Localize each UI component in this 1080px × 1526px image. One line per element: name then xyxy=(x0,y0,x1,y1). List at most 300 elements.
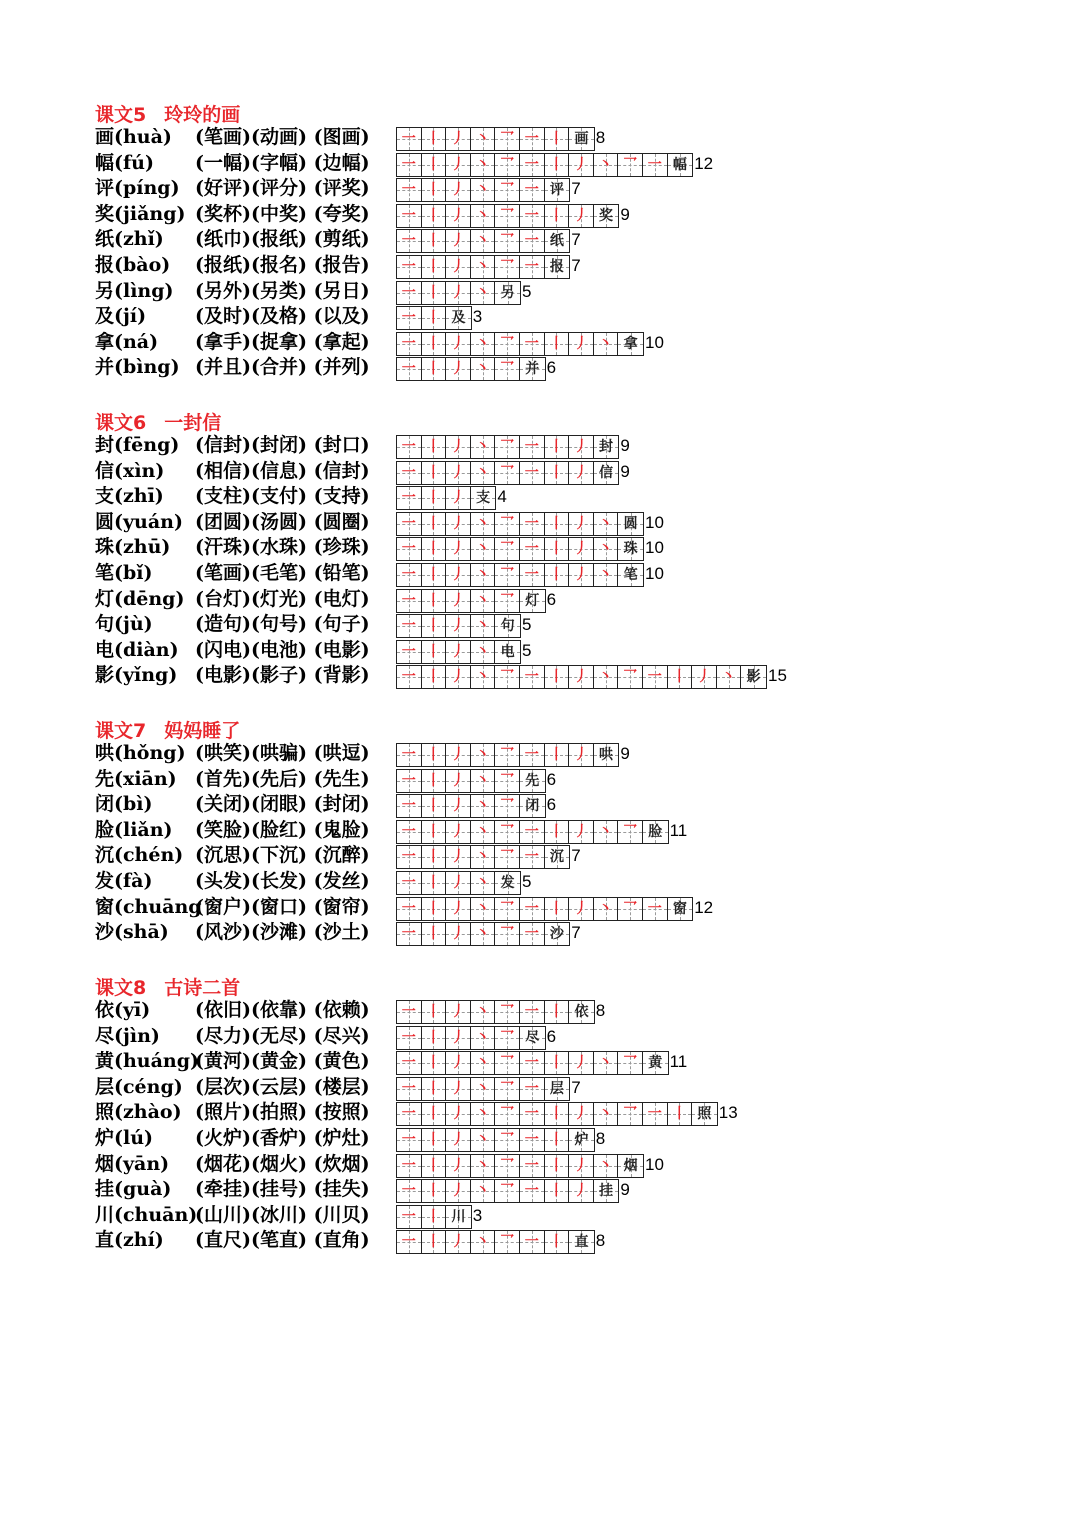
char-row xyxy=(95,330,1055,356)
stroke-step-cell xyxy=(446,666,471,688)
stroke-order-grid xyxy=(396,897,693,921)
stroke-step-cell xyxy=(495,154,520,176)
stroke-count: 3 xyxy=(472,307,483,327)
stroke-mark: 一 xyxy=(524,823,539,840)
char-pinyin: 先(xiān) xyxy=(95,767,177,790)
stroke-step-cell xyxy=(446,1231,471,1253)
stroke-mark: 丿 xyxy=(573,1157,588,1174)
char-row xyxy=(95,1075,1055,1101)
stroke-mark: 丶 xyxy=(475,1157,490,1174)
stroke-count: 12 xyxy=(694,897,714,917)
stroke-step-cell xyxy=(471,282,496,304)
stroke-mark: 乛 xyxy=(500,131,515,147)
stroke-order-grid xyxy=(396,743,619,767)
stroke-step-cell xyxy=(446,230,471,252)
stroke-step-cell xyxy=(495,462,520,484)
stroke-step-cell xyxy=(545,666,570,688)
stroke-mark: 丶 xyxy=(475,592,490,609)
stroke-order-grid xyxy=(396,461,619,485)
stroke-step-cell xyxy=(422,641,447,663)
stroke-step-cell xyxy=(594,898,619,920)
char-row xyxy=(95,561,1055,587)
stroke-step-cell xyxy=(545,1180,570,1202)
stroke-mark: 丶 xyxy=(598,541,613,558)
stroke-step-glyph: 川 xyxy=(451,1208,466,1225)
stroke-mark: 丶 xyxy=(475,643,490,660)
char-pinyin: 层(céng) xyxy=(95,1075,183,1098)
lesson-label: 课文6 xyxy=(95,412,147,434)
stroke-count: 9 xyxy=(620,436,630,455)
stroke-step-cell xyxy=(618,1103,643,1125)
stroke-count: 6 xyxy=(546,795,557,815)
stroke-step-cell xyxy=(545,538,570,560)
stroke-step-glyph: 影 xyxy=(746,669,761,686)
stroke-order-grid xyxy=(396,614,521,638)
stroke-mark: 丨 xyxy=(426,361,441,378)
example-words: (层次)(云层) (楼层) xyxy=(195,1075,370,1098)
stroke-step-cell xyxy=(422,462,447,484)
stroke-step-cell xyxy=(495,333,520,355)
stroke-order-grid xyxy=(396,820,669,844)
stroke-order-grid xyxy=(396,153,693,177)
stroke-step-cell xyxy=(643,1052,668,1074)
stroke-mark: 丶 xyxy=(598,823,613,840)
stroke-mark: 丿 xyxy=(573,156,588,173)
stroke-step-cell xyxy=(618,538,643,560)
stroke-mark: 丨 xyxy=(549,747,564,763)
stroke-mark: 丿 xyxy=(573,669,588,686)
stroke-step-cell xyxy=(471,179,496,201)
stroke-step-cell xyxy=(397,462,422,484)
stroke-mark: 一 xyxy=(647,900,662,917)
stroke-step-cell xyxy=(422,795,447,817)
example-words: (另外)(另类) (另日) xyxy=(195,279,370,302)
stroke-mark: 丶 xyxy=(475,1080,490,1097)
stroke-step-cell xyxy=(520,1001,545,1023)
stroke-step-cell xyxy=(446,256,471,278)
stroke-count: 5 xyxy=(522,640,532,660)
stroke-step-cell xyxy=(422,1001,447,1023)
stroke-mark: 丨 xyxy=(549,541,564,558)
stroke-step-cell xyxy=(471,1129,496,1151)
stroke-mark: 丶 xyxy=(475,926,490,943)
char-pinyin: 闭(bì) xyxy=(95,793,153,816)
stroke-mark: 丨 xyxy=(549,567,564,583)
stroke-order-grid xyxy=(396,1000,595,1024)
stroke-mark: 丨 xyxy=(426,541,441,558)
stroke-mark: 丿 xyxy=(450,259,465,275)
stroke-step-cell xyxy=(594,154,619,176)
stroke-mark: 丶 xyxy=(598,1055,613,1072)
stroke-step-cell xyxy=(594,436,619,458)
example-words: (照片)(拍照) (按照) xyxy=(195,1101,370,1124)
stroke-mark: 一 xyxy=(524,567,539,583)
stroke-mark: 一 xyxy=(401,284,416,301)
stroke-count: 5 xyxy=(522,615,532,635)
stroke-order-grid xyxy=(396,486,496,510)
stroke-step-cell xyxy=(495,1180,520,1202)
stroke-step-cell xyxy=(594,513,619,535)
stroke-mark: 一 xyxy=(647,156,662,173)
stroke-mark: 丶 xyxy=(475,798,490,815)
example-words: (奖杯)(中奖) (夸奖) xyxy=(195,202,370,225)
stroke-step-cell xyxy=(422,1103,447,1125)
stroke-order-grid xyxy=(396,794,546,818)
example-words: (首先)(先后) (先生) xyxy=(195,767,370,790)
stroke-mark: 一 xyxy=(524,156,539,173)
stroke-step-cell xyxy=(495,615,520,637)
stroke-order-grid xyxy=(396,255,570,279)
stroke-mark: 丿 xyxy=(450,1080,465,1097)
stroke-step-cell xyxy=(594,1052,619,1074)
stroke-step-cell xyxy=(397,1155,422,1177)
stroke-step-cell xyxy=(446,872,471,894)
stroke-mark: 乛 xyxy=(500,1157,515,1174)
stroke-step-cell xyxy=(594,564,619,586)
stroke-step-cell xyxy=(446,307,471,329)
stroke-order-grid xyxy=(396,845,570,869)
stroke-step-cell xyxy=(446,1180,471,1202)
stroke-step-cell xyxy=(520,1078,545,1100)
stroke-step-cell xyxy=(545,1001,570,1023)
stroke-mark: 丨 xyxy=(426,131,441,147)
char-row xyxy=(95,1228,1055,1254)
stroke-mark: 丨 xyxy=(426,490,441,507)
stroke-step-cell xyxy=(471,666,496,688)
stroke-step-cell xyxy=(545,256,570,278)
stroke-step-cell xyxy=(422,1180,447,1202)
stroke-step-cell xyxy=(545,230,570,252)
stroke-mark: 丿 xyxy=(450,515,465,532)
stroke-step-cell xyxy=(471,770,496,792)
example-words: (风沙)(沙滩) (沙土) xyxy=(195,921,370,944)
stroke-mark: 乛 xyxy=(500,1234,515,1251)
stroke-step-cell xyxy=(520,230,545,252)
stroke-step-glyph: 直 xyxy=(574,1234,589,1251)
stroke-mark: 乛 xyxy=(500,1055,515,1072)
stroke-step-cell xyxy=(569,436,594,458)
stroke-step-cell xyxy=(446,179,471,201)
stroke-count: 13 xyxy=(718,1103,738,1123)
stroke-step-glyph: 评 xyxy=(549,182,564,199)
stroke-step-cell xyxy=(397,1206,422,1228)
stroke-step-cell xyxy=(397,538,422,560)
stroke-mark: 丶 xyxy=(598,1157,613,1174)
stroke-step-cell xyxy=(520,538,545,560)
stroke-step-cell xyxy=(471,205,496,227)
stroke-step-cell xyxy=(692,1103,717,1125)
stroke-order-grid xyxy=(396,563,644,587)
example-words: (好评)(评分) (评奖) xyxy=(195,177,370,200)
stroke-mark: 一 xyxy=(524,541,539,558)
stroke-step-cell xyxy=(397,872,422,894)
stroke-step-cell xyxy=(520,590,545,612)
example-words: (信封)(封闭) (封口) xyxy=(195,434,370,456)
char-row xyxy=(95,535,1055,561)
stroke-step-cell xyxy=(495,205,520,227)
stroke-mark: 一 xyxy=(524,335,539,352)
stroke-mark: 乛 xyxy=(500,541,515,558)
stroke-step-cell xyxy=(495,898,520,920)
char-row xyxy=(95,1177,1055,1203)
example-words: (拿手)(捉拿) (拿起) xyxy=(195,330,370,353)
stroke-mark: 丿 xyxy=(450,361,465,378)
stroke-mark: 丨 xyxy=(549,1106,564,1123)
stroke-mark: 丨 xyxy=(426,1234,441,1251)
stroke-step-cell xyxy=(520,1129,545,1151)
stroke-step-cell xyxy=(545,821,570,843)
stroke-mark: 丿 xyxy=(573,439,588,455)
stroke-step-cell xyxy=(495,795,520,817)
stroke-step-cell xyxy=(422,358,447,380)
stroke-step-glyph: 封 xyxy=(599,439,614,455)
stroke-step-cell xyxy=(520,1155,545,1177)
stroke-step-cell xyxy=(471,846,496,868)
stroke-mark: 一 xyxy=(524,233,539,250)
char-row xyxy=(95,843,1055,869)
stroke-count: 7 xyxy=(571,256,581,275)
stroke-mark: 丿 xyxy=(450,1004,465,1020)
stroke-step-cell xyxy=(495,744,520,766)
char-pinyin: 发(fà) xyxy=(95,870,153,892)
stroke-step-cell xyxy=(397,1052,422,1074)
stroke-step-cell xyxy=(471,1001,496,1023)
stroke-mark: 乛 xyxy=(500,900,515,917)
stroke-step-cell xyxy=(545,1103,570,1125)
stroke-count: 15 xyxy=(768,666,787,686)
stroke-step-cell xyxy=(495,282,520,304)
stroke-step-cell xyxy=(520,923,545,945)
stroke-order-grid xyxy=(396,512,644,536)
stroke-step-cell xyxy=(569,205,594,227)
stroke-step-cell xyxy=(422,1027,447,1049)
stroke-step-cell xyxy=(495,436,520,458)
stroke-step-cell xyxy=(446,1027,471,1049)
stroke-mark: 丿 xyxy=(450,1183,465,1200)
stroke-step-cell xyxy=(520,179,545,201)
stroke-step-cell xyxy=(520,128,545,150)
stroke-mark: 乛 xyxy=(500,515,515,532)
stroke-step-cell xyxy=(668,1103,693,1125)
stroke-step-cell xyxy=(471,462,496,484)
stroke-order-grid xyxy=(396,1179,619,1203)
char-row xyxy=(95,792,1055,818)
stroke-mark: 丨 xyxy=(426,207,441,224)
stroke-mark: 一 xyxy=(524,926,539,943)
stroke-step-cell xyxy=(668,898,693,920)
stroke-mark: 丶 xyxy=(475,1004,490,1020)
stroke-order-grid xyxy=(396,1205,472,1229)
stroke-mark: 丨 xyxy=(426,798,441,815)
stroke-step-cell xyxy=(422,590,447,612)
stroke-step-cell xyxy=(422,1155,447,1177)
stroke-step-cell xyxy=(618,1155,643,1177)
example-words: (依旧)(依靠) (依赖) xyxy=(195,999,370,1021)
stroke-step-cell xyxy=(397,436,422,458)
stroke-mark: 丶 xyxy=(475,900,490,917)
stroke-step-cell xyxy=(446,487,471,509)
stroke-mark: 丶 xyxy=(475,1183,490,1200)
stroke-count: 6 xyxy=(546,589,557,609)
stroke-count: 5 xyxy=(522,872,532,891)
char-pinyin: 窗(chuāng xyxy=(95,895,202,918)
lesson-label: 课文5 xyxy=(95,104,147,126)
stroke-mark: 丿 xyxy=(450,1029,465,1046)
stroke-step-cell xyxy=(446,1001,471,1023)
stroke-step-glyph: 及 xyxy=(451,310,466,327)
stroke-mark: 一 xyxy=(401,643,416,660)
stroke-mark: 乛 xyxy=(500,592,515,609)
char-row xyxy=(95,767,1055,793)
stroke-step-cell xyxy=(495,1078,520,1100)
stroke-order-grid xyxy=(396,332,644,356)
stroke-step-cell xyxy=(422,230,447,252)
stroke-mark: 丨 xyxy=(426,464,441,481)
stroke-step-cell xyxy=(422,333,447,355)
stroke-mark: 丨 xyxy=(549,823,564,840)
stroke-step-cell xyxy=(397,1180,422,1202)
example-words: (造句)(句号) (句子) xyxy=(195,613,370,636)
stroke-step-glyph: 圆 xyxy=(623,515,638,532)
stroke-mark: 丨 xyxy=(426,439,441,455)
stroke-step-cell xyxy=(397,230,422,252)
char-pinyin: 另(lìng) xyxy=(95,279,174,302)
stroke-mark: 乛 xyxy=(500,567,515,583)
stroke-count: 7 xyxy=(571,179,581,199)
stroke-step-cell xyxy=(471,1155,496,1177)
stroke-step-cell xyxy=(471,513,496,535)
stroke-step-cell xyxy=(446,154,471,176)
stroke-step-cell xyxy=(471,898,496,920)
stroke-step-cell xyxy=(520,666,545,688)
stroke-step-cell xyxy=(397,898,422,920)
stroke-mark: 一 xyxy=(401,900,416,917)
stroke-mark: 一 xyxy=(401,335,416,352)
stroke-mark: 丿 xyxy=(450,490,465,507)
stroke-mark: 丶 xyxy=(598,1106,613,1123)
stroke-step-cell xyxy=(471,128,496,150)
stroke-mark: 乛 xyxy=(500,464,515,481)
stroke-step-cell xyxy=(741,666,766,688)
stroke-step-cell xyxy=(495,821,520,843)
stroke-order-grid xyxy=(396,1128,595,1152)
stroke-step-glyph: 报 xyxy=(549,259,564,275)
stroke-count: 11 xyxy=(669,820,688,840)
stroke-step-cell xyxy=(471,923,496,945)
stroke-mark: 丿 xyxy=(450,643,465,660)
stroke-step-cell xyxy=(569,333,594,355)
stroke-step-cell xyxy=(545,1078,570,1100)
stroke-step-cell xyxy=(397,154,422,176)
stroke-step-cell xyxy=(618,333,643,355)
stroke-step-cell xyxy=(446,821,471,843)
stroke-step-cell xyxy=(471,1231,496,1253)
stroke-mark: 一 xyxy=(401,1132,416,1148)
stroke-step-cell xyxy=(545,179,570,201)
stroke-step-cell xyxy=(618,154,643,176)
stroke-mark: 乛 xyxy=(500,361,515,378)
stroke-step-cell xyxy=(446,128,471,150)
stroke-order-grid xyxy=(396,640,521,664)
stroke-count: 12 xyxy=(694,153,714,173)
stroke-step-cell xyxy=(520,744,545,766)
stroke-mark: 乛 xyxy=(500,1132,515,1148)
stroke-step-cell xyxy=(422,307,447,329)
stroke-mark: 丿 xyxy=(450,567,465,583)
char-pinyin: 画(huà) xyxy=(95,126,172,148)
stroke-mark: 丶 xyxy=(475,131,490,147)
stroke-mark: 丿 xyxy=(573,1106,588,1123)
stroke-step-cell xyxy=(520,513,545,535)
stroke-step-cell xyxy=(397,1103,422,1125)
stroke-mark: 乛 xyxy=(500,1029,515,1046)
stroke-step-cell xyxy=(446,282,471,304)
stroke-step-glyph: 照 xyxy=(697,1106,712,1123)
stroke-step-cell xyxy=(495,1103,520,1125)
stroke-count: 10 xyxy=(645,538,664,558)
stroke-step-cell xyxy=(422,128,447,150)
stroke-step-cell xyxy=(520,1180,545,1202)
stroke-step-cell xyxy=(397,487,422,509)
stroke-step-cell xyxy=(471,564,496,586)
stroke-step-cell xyxy=(495,923,520,945)
stroke-mark: 一 xyxy=(401,156,416,173)
char-row xyxy=(95,253,1055,279)
example-words: (头发)(长发) (发丝) xyxy=(195,870,370,892)
stroke-mark: 乛 xyxy=(623,669,638,686)
stroke-mark: 一 xyxy=(524,900,539,917)
stroke-step-cell xyxy=(545,128,570,150)
stroke-mark: 乛 xyxy=(500,669,515,686)
stroke-mark: 丨 xyxy=(549,1004,564,1020)
stroke-step-glyph: 脸 xyxy=(648,823,663,840)
stroke-count: 9 xyxy=(620,461,630,481)
stroke-step-cell xyxy=(422,154,447,176)
stroke-mark: 丨 xyxy=(426,182,441,199)
stroke-mark: 丶 xyxy=(475,284,490,301)
stroke-count: 3 xyxy=(472,1205,483,1225)
stroke-mark: 一 xyxy=(401,233,416,250)
stroke-mark: 丶 xyxy=(475,1055,490,1072)
stroke-mark: 丨 xyxy=(549,515,564,532)
stroke-mark: 一 xyxy=(401,310,416,327)
stroke-mark: 丿 xyxy=(573,900,588,917)
stroke-mark: 丿 xyxy=(450,1157,465,1174)
stroke-mark: 一 xyxy=(524,1004,539,1020)
stroke-step-cell xyxy=(471,1078,496,1100)
stroke-step-cell xyxy=(495,230,520,252)
char-row xyxy=(95,433,1055,459)
stroke-mark: 丶 xyxy=(475,669,490,686)
stroke-step-cell xyxy=(471,487,496,509)
example-words: (关闭)(闭眼) (封闭) xyxy=(195,793,370,816)
stroke-mark: 乛 xyxy=(623,823,638,840)
stroke-step-cell xyxy=(446,641,471,663)
stroke-count: 9 xyxy=(620,1180,630,1200)
stroke-mark: 一 xyxy=(524,849,539,866)
stroke-mark: 丿 xyxy=(450,439,465,455)
char-pinyin: 句(jù) xyxy=(95,613,153,636)
stroke-mark: 乛 xyxy=(623,156,638,173)
char-row xyxy=(95,125,1055,151)
stroke-step-cell xyxy=(446,770,471,792)
stroke-step-cell xyxy=(520,1103,545,1125)
stroke-step-cell xyxy=(422,179,447,201)
stroke-mark: 一 xyxy=(524,131,539,147)
stroke-step-cell xyxy=(422,1206,447,1228)
stroke-mark: 丿 xyxy=(450,669,465,686)
stroke-step-cell xyxy=(422,1078,447,1100)
